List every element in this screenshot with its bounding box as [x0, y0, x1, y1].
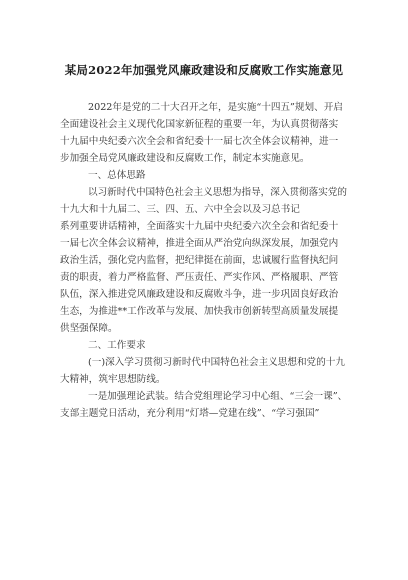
- body-line-9: 政治生活，强化党内监督，把纪律挺在前面，忠诚履行监督执纪问: [60, 255, 339, 266]
- body-line-8: 一届七次全体会议精神，推进全面从严治党向纵深发展，加强党内: [60, 238, 339, 249]
- body-line-1: 2022年是党的二十大召开之年，是实施“十四五”规划、开启: [88, 102, 343, 113]
- body-line-15: 大精神，筑牢思想防线。: [60, 374, 166, 385]
- body-line-14: (一)深入学习贯彻习新时代中国特色社会主义思想和党的十九: [88, 357, 345, 368]
- document-title: 某局2022年加强党风廉政建设和反腐败工作实施意见: [64, 63, 344, 77]
- body-line-10: 责的职责，着力严格监督、严压责任、严实作风、严格履职、严管: [60, 272, 339, 283]
- body-line-6: 十九大和十九届二、三、四、五、六中全会以及习总书记: [60, 204, 300, 215]
- body-line-11: 队伍，深入推进党风廉政建设和反腐败斗争，进一步巩固良好政治: [60, 289, 339, 300]
- body-line-2: 全面建设社会主义现代化国家新征程的重要一年，为认真贯彻落实: [60, 119, 339, 130]
- body-line-4: 步加强全局党风廉政建设和反腐败工作，制定本实施意见。: [60, 153, 310, 164]
- body-line-12: 生态，为推进**工作改革与发展、加快我市创新转型高质量发展提: [60, 306, 339, 317]
- body-line-5: 以习新时代中国特色社会主义思想为指导，深入贯彻落实党的: [88, 187, 348, 198]
- body-line-3: 十九届中央纪委六次全会和省纪委十一届七次全体会议精神，进一: [60, 136, 339, 147]
- body-line-7: 系列重要讲话精神，全面落实十九届中央纪委六次全会和省纪委十: [60, 221, 339, 232]
- body-line-16: 一是加强理论武装。结合党组理论学习中心组、“三会一课”、: [88, 391, 348, 402]
- body-line-17: 支部主题党日活动，充分利用“灯塔—党建在线”、“学习强国”: [60, 408, 320, 419]
- body-line-13: 供坚强保障。: [60, 323, 118, 334]
- section-heading-1: 一、总体思路: [88, 170, 146, 181]
- section-heading-2: 二、工作要求: [88, 340, 146, 351]
